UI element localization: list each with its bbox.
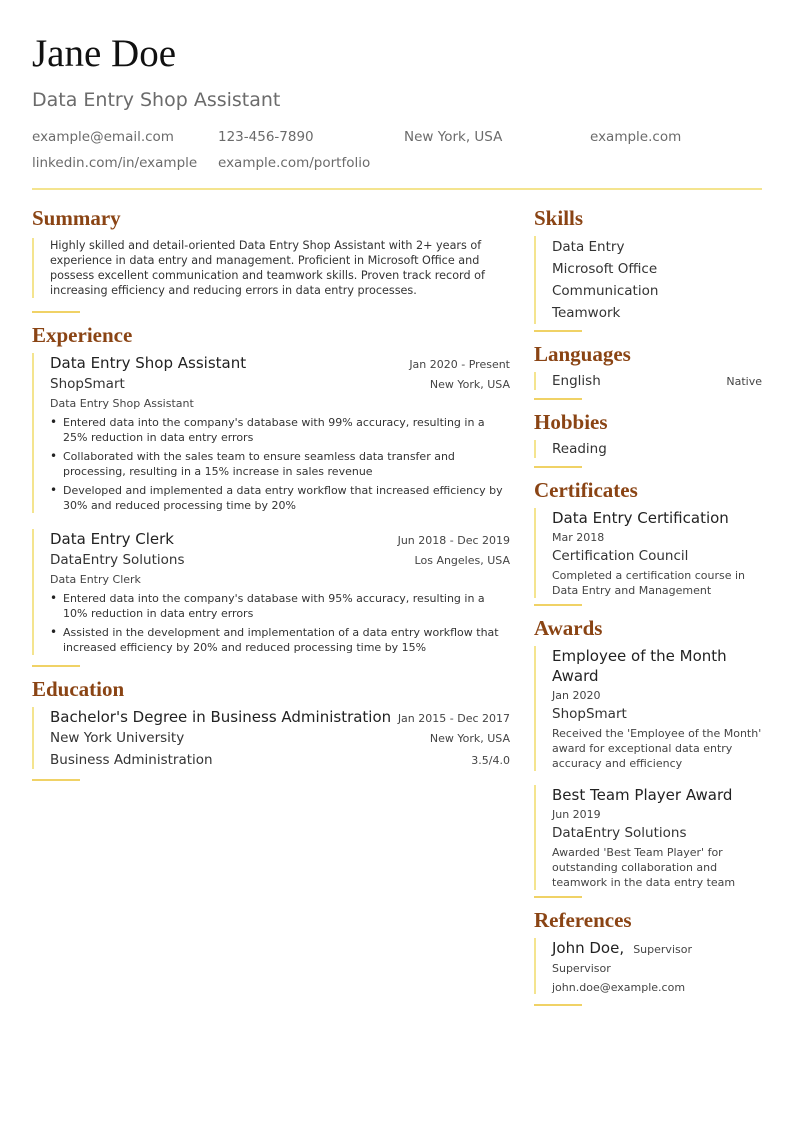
job-location: New York, USA [429, 378, 510, 391]
job-bullet: • Entered data into the company's database with 95% accuracy, resulting in a 10% reduction in data entry errors [50, 591, 510, 621]
section-title: Awards [534, 616, 603, 640]
reference-position: Supervisor [633, 943, 692, 956]
job-bullet: • Developed and implemented a data entry workflow that increased efficiency by 30% and reduced processing time by 20% [50, 483, 510, 513]
job-bullet: • Collaborated with the sales team to ensure seamless data transfer and processing, resulting in a 15% increase in sales revenue [50, 449, 510, 479]
section-underline [32, 311, 80, 313]
job-title: Data Entry Clerk [50, 530, 174, 548]
section-underline [32, 665, 80, 667]
award-description: Awarded 'Best Team Player' for outstanding collaboration and teamwork in the data entry team [552, 846, 736, 889]
skill-item: Microsoft Office [552, 261, 658, 277]
section-underline [534, 896, 582, 898]
section-title: Certificates [534, 478, 638, 502]
references-section [534, 908, 762, 1006]
section-title: Experience [32, 323, 133, 347]
certificate-name: Data Entry Certification [552, 509, 729, 527]
job-bullet: • Assisted in the development and implementation of a data entry workflow that increased efficiency by 20% and reduced processing time by 15% [50, 625, 510, 655]
awards-section [534, 616, 762, 898]
section-title: References [534, 908, 632, 932]
job-bullets [50, 415, 510, 513]
languages-section [534, 342, 762, 400]
award-name: Employee of the Month Award [552, 647, 727, 685]
school-location: New York, USA [429, 732, 510, 745]
summary-section [32, 206, 510, 313]
section-underline [534, 330, 582, 332]
award-item [534, 785, 762, 890]
hobby-item: Reading [552, 441, 607, 457]
award-date: Jun 2019 [552, 808, 601, 821]
job-subtitle: Data Entry Clerk [50, 573, 141, 586]
header-divider [32, 188, 762, 190]
job-dates: Jan 2020 - Present [409, 358, 510, 371]
education-dates: Jan 2015 - Dec 2017 [397, 712, 510, 725]
field-of-study: Business Administration [50, 752, 213, 768]
company-name: DataEntry Solutions [50, 552, 185, 568]
contact-website[interactable]: example.com [590, 129, 682, 145]
right-column [534, 206, 762, 1006]
award-name: Best Team Player Award [552, 786, 733, 804]
contact-email[interactable]: example@email.com [32, 129, 174, 145]
section-underline [534, 466, 582, 468]
education-section [32, 677, 510, 781]
job-subtitle: Data Entry Shop Assistant [50, 397, 194, 410]
language-level: Native [726, 375, 762, 388]
section-title: Hobbies [534, 410, 608, 434]
gpa: 3.5/4.0 [471, 754, 510, 767]
degree-title: Bachelor's Degree in Business Administration [50, 708, 392, 726]
certificate-issuer: Certification Council [552, 548, 689, 564]
section-underline [534, 398, 582, 400]
contact-phone[interactable]: 123-456-7890 [218, 129, 314, 145]
section-underline [32, 779, 80, 781]
job-bullets [50, 591, 510, 655]
certificate-description: Completed a certification course in Data Entry and Management [552, 569, 746, 597]
skill-item: Teamwork [552, 305, 621, 321]
hobbies-list [534, 440, 762, 458]
contact-location: New York, USA [404, 129, 503, 145]
section-underline [534, 604, 582, 606]
summary-text: Highly skilled and detail-oriented Data Entry Shop Assistant with 2+ years of experience in data entry and management. Proficient in Microsoft Office and possess excellent communication and teamwork skills. Proven track record of increasing efficiency and reducing errors in data entry processes. [32, 238, 510, 298]
skills-list [534, 236, 762, 324]
contact-portfolio[interactable]: example.com/portfolio [218, 155, 371, 171]
language-name: English [552, 373, 601, 389]
certificates-section [534, 478, 762, 606]
reference-email[interactable]: john.doe@example.com [552, 981, 686, 994]
reference-item [534, 938, 762, 994]
skill-item: Communication [552, 283, 659, 299]
award-issuer: ShopSmart [552, 706, 627, 722]
section-title: Languages [534, 342, 631, 366]
award-item [534, 646, 762, 771]
school-name: New York University [50, 730, 185, 746]
award-description: Received the 'Employee of the Month' award for exceptional data entry accuracy and efficiency [552, 727, 762, 770]
language-item [534, 372, 762, 390]
job-bullet: • Entered data into the company's database with 99% accuracy, resulting in a 25% reduction in data entry errors [50, 415, 510, 445]
candidate-name: Jane Doe [32, 32, 177, 75]
skill-item: Data Entry [552, 239, 625, 255]
section-title: Summary [32, 206, 121, 230]
experience-section [32, 323, 510, 667]
section-underline [534, 1004, 582, 1006]
skills-section [534, 206, 762, 332]
company-name: ShopSmart [50, 376, 125, 392]
section-title: Education [32, 677, 125, 701]
education-item [32, 707, 510, 769]
contact-info [32, 128, 762, 172]
job-dates: Jun 2018 - Dec 2019 [397, 534, 510, 547]
job-location: Los Angeles, USA [414, 554, 510, 567]
reference-subtitle: Supervisor [552, 962, 611, 975]
candidate-headline: Data Entry Shop Assistant [32, 89, 281, 111]
hobbies-section [534, 410, 762, 468]
award-date: Jan 2020 [552, 689, 601, 702]
experience-item [32, 529, 510, 655]
experience-item [32, 353, 510, 513]
award-issuer: DataEntry Solutions [552, 825, 687, 841]
section-title: Skills [534, 206, 584, 230]
reference-name: John Doe, [552, 939, 625, 957]
certificate-item [534, 508, 762, 598]
left-column [32, 206, 510, 781]
job-title: Data Entry Shop Assistant [50, 354, 247, 372]
contact-linkedin[interactable]: linkedin.com/in/example [32, 155, 198, 171]
certificate-date: Mar 2018 [552, 531, 605, 544]
